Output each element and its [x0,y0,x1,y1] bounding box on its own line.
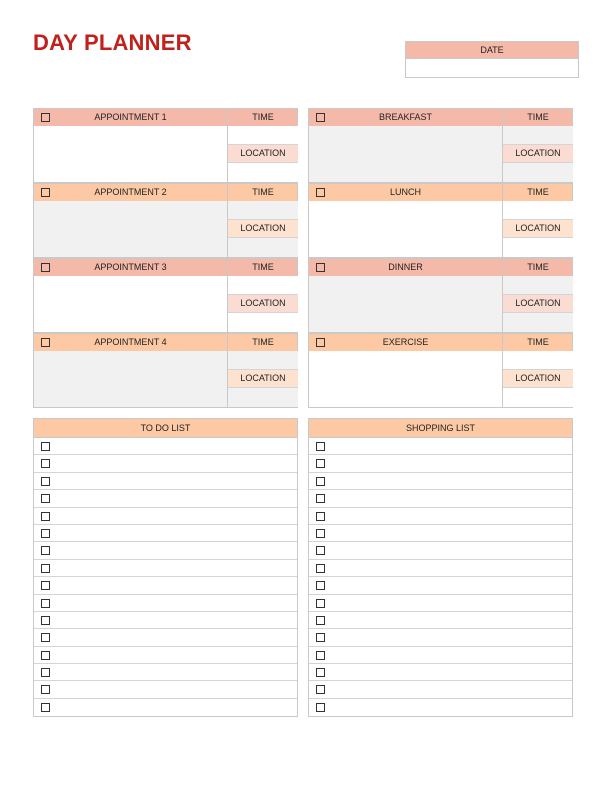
shopping-checkbox[interactable] [316,459,325,468]
exercise-time-field[interactable] [503,351,573,370]
meal-section-lunch [309,183,572,258]
shopping-checkbox[interactable] [316,599,325,608]
date-box [405,41,579,78]
appointment-4-title: APPOINTMENT 4 [94,337,167,347]
shopping-row[interactable] [309,473,572,490]
shopping-rows [309,438,572,716]
dinner-notes[interactable] [309,276,502,332]
todo-checkbox[interactable] [41,581,50,590]
todo-checkbox[interactable] [41,651,50,660]
appointment-1-notes[interactable] [34,126,227,182]
todo-row[interactable] [34,473,297,490]
shopping-checkbox[interactable] [316,581,325,590]
shopping-row[interactable] [309,612,572,629]
shopping-row[interactable] [309,595,572,612]
date-label: DATE [406,42,578,59]
todo-checkbox[interactable] [41,442,50,451]
appointment-section-1 [34,108,297,183]
shopping-checkbox[interactable] [316,477,325,486]
meal-header-exercise [309,333,572,351]
shopping-row[interactable] [309,525,572,542]
appointment-4-time-label: TIME [227,334,298,351]
todo-checkbox[interactable] [41,685,50,694]
appointment-4-time-field[interactable] [228,351,298,370]
shopping-row[interactable] [309,455,572,472]
shopping-row[interactable] [309,577,572,594]
shopping-checkbox[interactable] [316,564,325,573]
exercise-location-label: LOCATION [503,370,573,388]
shopping-checkbox[interactable] [316,633,325,642]
breakfast-location-field[interactable] [503,163,573,182]
appointment-header-2 [34,183,297,201]
breakfast-time-label: TIME [502,109,573,126]
appointment-1-details [227,126,298,182]
appointment-header-4 [34,333,297,351]
meals-block [308,108,573,408]
todo-row[interactable] [34,612,297,629]
exercise-location-field[interactable] [503,388,573,407]
appointment-1-time-field[interactable] [228,126,298,145]
appointment-header-3 [34,258,297,276]
shopping-checkbox[interactable] [316,685,325,694]
appointment-1-time-label: TIME [227,109,298,126]
appointment-3-location-label: LOCATION [228,295,298,313]
appointment-2-title: APPOINTMENT 2 [94,187,167,197]
lunch-title: LUNCH [389,187,421,197]
todo-row[interactable] [34,664,297,681]
lunch-notes[interactable] [309,201,502,257]
todo-row[interactable] [34,595,297,612]
meal-header-dinner [309,258,572,276]
dinner-time-field[interactable] [503,276,573,295]
shopping-checkbox[interactable] [316,668,325,677]
lunch-time-field[interactable] [503,201,573,220]
shopping-row[interactable] [309,681,572,698]
meal-header-breakfast [309,108,572,126]
dinner-location-field[interactable] [503,313,573,332]
appointment-section-4 [34,333,297,408]
appointment-3-time-field[interactable] [228,276,298,295]
exercise-title: EXERCISE [382,337,429,347]
lunch-details [502,201,573,257]
shopping-row[interactable] [309,438,572,455]
appointment-4-details [227,351,298,407]
lunch-location-field[interactable] [503,238,573,257]
appointment-1-title: APPOINTMENT 1 [94,112,167,122]
shopping-checkbox[interactable] [316,529,325,538]
appointment-3-title: APPOINTMENT 3 [94,262,167,272]
shopping-checkbox[interactable] [316,442,325,451]
appointment-2-location-label: LOCATION [228,220,298,238]
shopping-list [308,418,573,717]
meal-section-exercise [309,333,572,408]
meal-section-dinner [309,258,572,333]
dinner-title: DINNER [388,262,423,272]
todo-list [33,418,298,717]
todo-checkbox[interactable] [41,529,50,538]
appointment-4-location-label: LOCATION [228,370,298,388]
lunch-time-label: TIME [502,184,573,201]
exercise-notes[interactable] [309,351,502,407]
appointment-header-1 [34,108,297,126]
breakfast-details [502,126,573,182]
shopping-checkbox[interactable] [316,703,325,712]
breakfast-time-field[interactable] [503,126,573,145]
shopping-row[interactable] [309,629,572,646]
appointment-section-3 [34,258,297,333]
shopping-checkbox[interactable] [316,546,325,555]
appointment-3-details [227,276,298,332]
appointment-2-details [227,201,298,257]
todo-row[interactable] [34,542,297,559]
shopping-row[interactable] [309,542,572,559]
todo-checkbox[interactable] [41,668,50,677]
todo-checkbox[interactable] [41,703,50,712]
shopping-row[interactable] [309,508,572,525]
appointment-3-time-label: TIME [227,259,298,276]
shopping-row[interactable] [309,560,572,577]
todo-row[interactable] [34,577,297,594]
dinner-time-label: TIME [502,259,573,276]
exercise-time-label: TIME [502,334,573,351]
shopping-checkbox[interactable] [316,616,325,625]
todo-checkbox[interactable] [41,546,50,555]
appointment-4-location-field[interactable] [228,388,298,407]
todo-row[interactable] [34,629,297,646]
appointment-1-location-field[interactable] [228,163,298,182]
dinner-location-label: LOCATION [503,295,573,313]
shopping-checkbox[interactable] [316,512,325,521]
shopping-row[interactable] [309,664,572,681]
breakfast-location-label: LOCATION [503,145,573,163]
lunch-location-label: LOCATION [503,220,573,238]
shopping-checkbox[interactable] [316,651,325,660]
appointment-section-2 [34,183,297,258]
todo-row[interactable] [34,647,297,664]
todo-row[interactable] [34,681,297,698]
appointments-block [33,108,298,408]
appointment-4-notes[interactable] [34,351,227,407]
appointment-3-notes[interactable] [34,276,227,332]
todo-row[interactable] [34,699,297,716]
dinner-details [502,276,573,332]
breakfast-title: BREAKFAST [378,112,432,122]
shopping-list-title: SHOPPING LIST [309,419,572,438]
page-title: DAY PLANNER [33,30,192,55]
todo-row[interactable] [34,560,297,577]
todo-checkbox[interactable] [41,494,50,503]
appointment-1-location-label: LOCATION [228,145,298,163]
todo-row[interactable] [34,525,297,542]
breakfast-notes[interactable] [309,126,502,182]
date-field[interactable] [406,59,578,77]
shopping-checkbox[interactable] [316,494,325,503]
todo-checkbox[interactable] [41,616,50,625]
appointment-2-time-field[interactable] [228,201,298,220]
shopping-row[interactable] [309,647,572,664]
shopping-row[interactable] [309,699,572,716]
shopping-row[interactable] [309,490,572,507]
todo-checkbox[interactable] [41,512,50,521]
todo-row[interactable] [34,508,297,525]
appointment-2-location-field[interactable] [228,238,298,257]
todo-checkbox[interactable] [41,633,50,642]
appointment-2-notes[interactable] [34,201,227,257]
todo-row[interactable] [34,438,297,455]
appointment-3-location-field[interactable] [228,313,298,332]
todo-checkbox[interactable] [41,477,50,486]
exercise-details [502,351,573,407]
todo-list-title: TO DO LIST [34,419,297,438]
meal-header-lunch [309,183,572,201]
meal-section-breakfast [309,108,572,183]
todo-row[interactable] [34,490,297,507]
todo-rows [34,438,297,716]
todo-row[interactable] [34,455,297,472]
todo-checkbox[interactable] [41,459,50,468]
todo-checkbox[interactable] [41,599,50,608]
todo-checkbox[interactable] [41,564,50,573]
appointment-2-time-label: TIME [227,184,298,201]
